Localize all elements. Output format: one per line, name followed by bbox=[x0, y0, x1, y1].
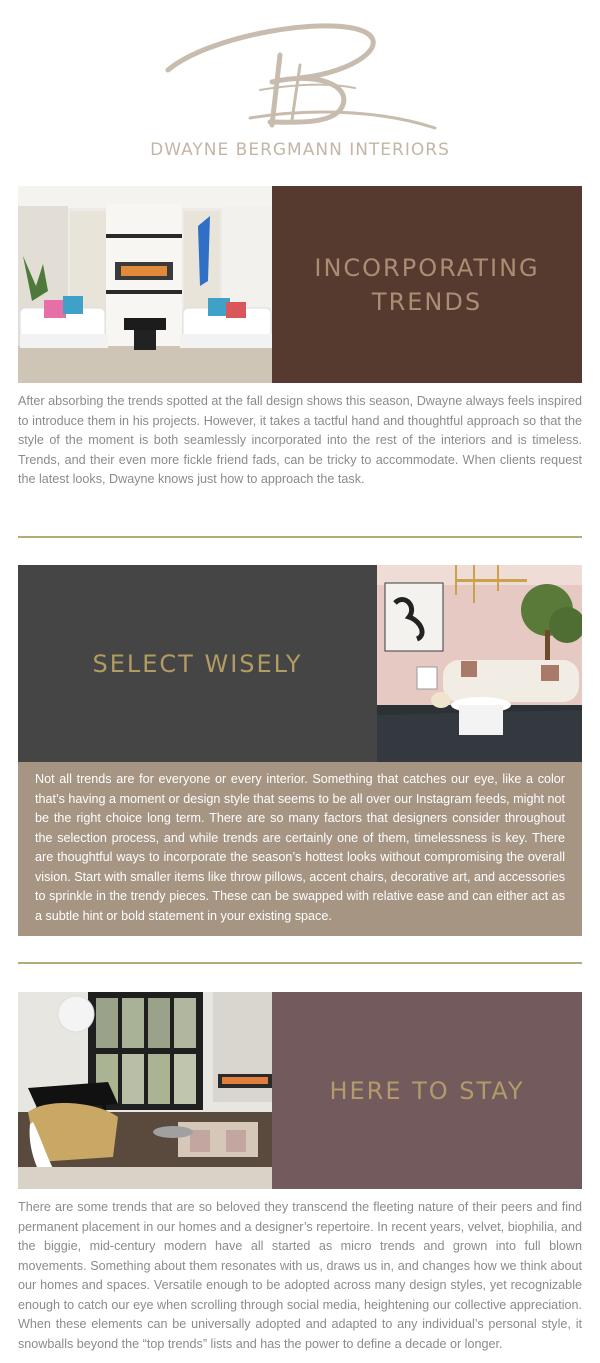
section-body-text: After absorbing the trends spotted at the fall design shows this season, Dwayne always feels inspired to introduce them in his projects. However, it takes a tactful hand and thoughtful approach so that the style of the moment is both seamlessly incorporated into the rest of the interiors and is timeless. Trends, and their even more fickle friend fads, can be tricky to accommodate. When clients request the latest looks, Dwayne knows just how to approach the task. bbox=[18, 394, 582, 486]
section-title-panel bbox=[272, 186, 582, 383]
section-title: INCORPORATING TRENDS bbox=[314, 253, 540, 316]
piano-room-photo[interactable] bbox=[18, 992, 272, 1189]
section-title-panel bbox=[18, 565, 377, 762]
section-here-to-stay bbox=[18, 992, 582, 1189]
section-body-text: Not all trends are for everyone or every interior. Something that catches our eye, like a color that’s having a moment or design style that seems to be all over our Instagram feeds, might not be the right choice long term. There are so many factors that designers consider throughout the selection process, and while trends are certainly one of them, timelessness is key. There are thoughtful ways to incorporate the season’s hottest looks without compromising the overall vision. Start with smaller items like throw pillows, accent chairs, decorative art, and accessories to sprinkle in the trendy pieces. These can be swapped with relative ease and can either act as a subtle hint or bold statement in your existing space. bbox=[18, 762, 582, 936]
section-incorporating-trends bbox=[18, 186, 582, 383]
section-title-panel bbox=[272, 992, 582, 1189]
section-body-text: There are some trends that are so beloved they transcend the fleeting nature of their peers and find permanent placement in our homes and a designer’s repertoire. In recent years, velvet, biophilia, and the biggie, mid-century modern have all started as micro trends and grown into full blown movements. Something about them resonates with us, draws us in, and changes how we think about our homes and spaces. Versatile enough to be adopted across many design styles, yet recognizable enough to catch our eye when scrolling through social media, heightening our collective appreciation. When these elements can be universally adopted and adapted to any individual’s personal style, it snowballs beyond the “top trends” lists and has the power to define a decade or longer. bbox=[18, 1200, 582, 1351]
pink-lounge-photo[interactable] bbox=[377, 565, 582, 762]
newsletter-header bbox=[0, 0, 600, 185]
living-room-fireplace-photo[interactable] bbox=[18, 186, 272, 383]
section-select-wisely bbox=[18, 565, 582, 762]
section-divider bbox=[18, 536, 582, 538]
db-monogram-icon[interactable] bbox=[150, 10, 450, 140]
section-title: SELECT WISELY bbox=[92, 649, 303, 678]
section-divider bbox=[18, 962, 582, 964]
section-title: HERE TO STAY bbox=[329, 1076, 525, 1105]
brand-name: DWAYNE BERGMANN INTERIORS bbox=[150, 140, 450, 160]
